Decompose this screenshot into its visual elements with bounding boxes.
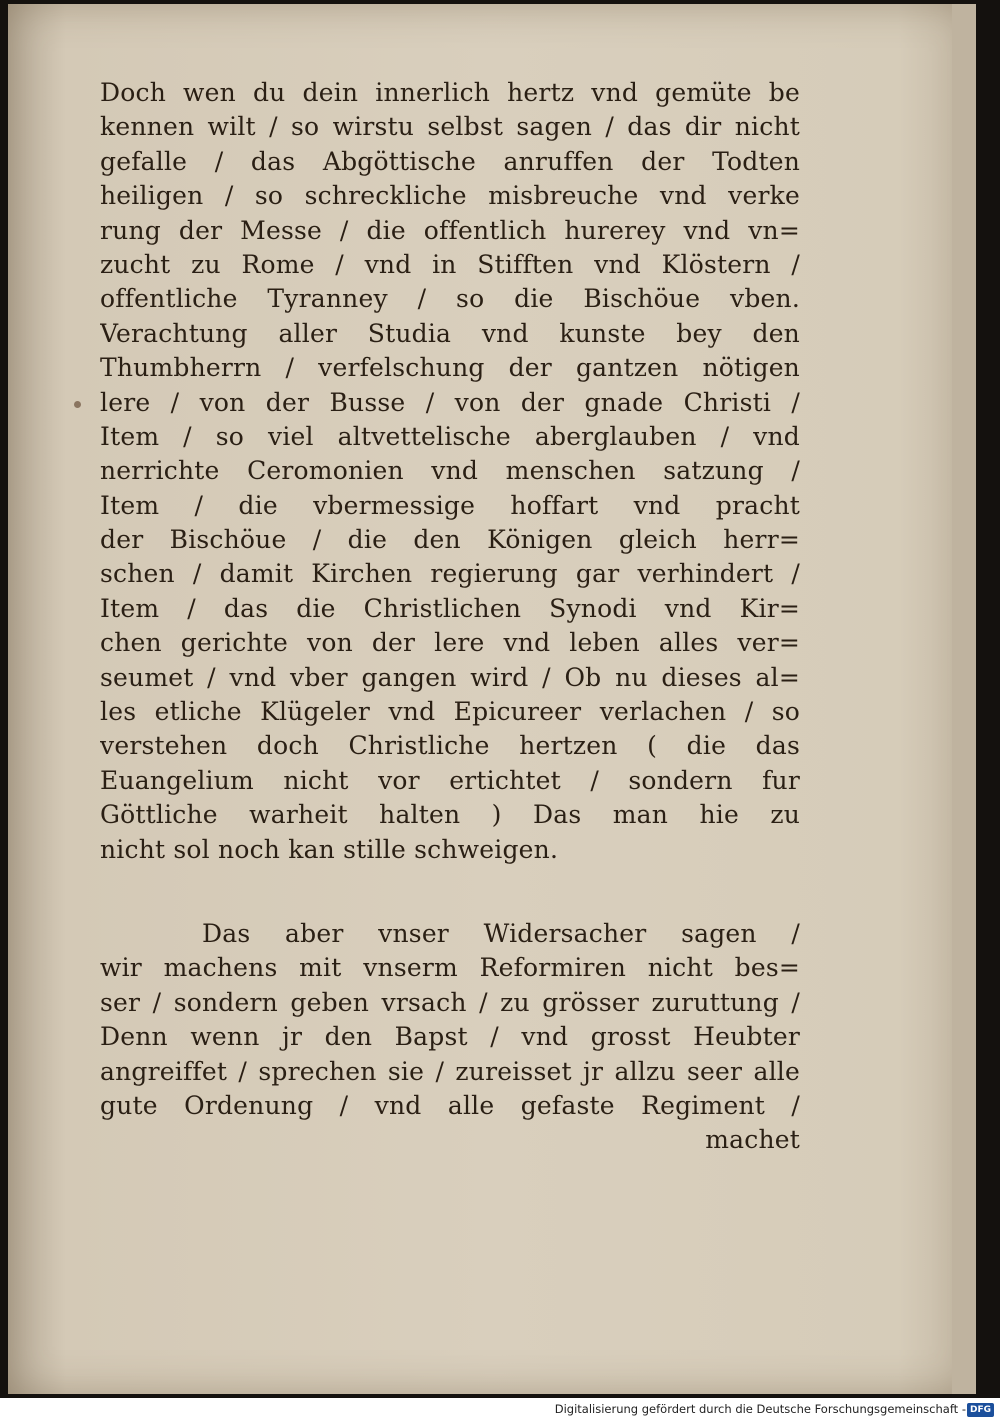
text-line: Item / so viel altvettelische aberglauben / vnd [100,421,800,451]
text-line: lere / von der Busse / von der gnade Christi / [100,387,800,417]
paragraph-gap [100,867,800,917]
text-line: Item / das die Christlichen Synodi vnd Kir= [100,593,800,623]
text-line: offentliche Tyranney / so die Bischöue vben. [100,284,800,314]
text-line: nerrichte Ceromonien vnd menschen satzung / [100,456,800,486]
text-line: seumet / vnd vber gangen wird / Ob nu dieses al= [100,662,800,692]
text-line: schen / damit Kirchen regierung gar verhindert / [100,559,800,589]
book-page [8,4,976,1394]
catchword: machet [705,1125,800,1155]
text-line: Item / die vbermessige hoffart vnd pracht [100,490,800,520]
paragraph-2 [100,917,800,1123]
text-line: gefalle / das Abgöttische anruffen der Todten [100,146,800,176]
text-line: heiligen / so schreckliche misbreuche vnd verke [100,181,800,211]
funding-notice: Digitalisierung gefördert durch die Deutsche Forschungsgemeinschaft - [554,1402,966,1416]
text-line: les etliche Klügeler vnd Epicureer verlachen / so [100,697,800,727]
text-line: Das aber vnser Widersacher sagen / [202,918,800,948]
text-line: wir machens mit vnserm Reformiren nicht bes= [100,953,800,983]
footer-bar [0,1398,1000,1421]
text-line: gute Ordenung / vnd alle gefaste Regiment / [100,1090,800,1120]
text-line: ser / sondern geben vrsach / zu grösser zuruttung / [100,987,800,1017]
text-line: chen gerichte von der lere vnd leben alles ver= [100,628,800,658]
text-line: kennen wilt / so wirstu selbst sagen / das dir nicht [100,112,800,142]
text-line: angreiffet / sprechen sie / zureisset jr allzu seer alle [100,1056,800,1086]
text-line: verstehen doch Christliche hertzen ( die das [100,731,800,761]
text-line: Denn wenn jr den Bapst / vnd grosst Heubter [100,1022,800,1052]
text-line: Verachtung aller Studia vnd kunste bey den [100,318,800,348]
text-line: zucht zu Rome / vnd in Stifften vnd Klöstern / [100,249,800,279]
text-line: nicht sol noch kan stille schweigen. [100,834,559,864]
text-line: Doch wen du dein innerlich hertz vnd gemüte be [100,78,800,107]
text-line: rung der Messe / die offentlich hurerey vnd vn= [100,215,800,245]
dfg-logo: DFG [967,1403,994,1417]
paragraph-1 [100,76,800,867]
margin-mark [74,401,81,408]
page-edge [952,4,976,1394]
text-line: Euangelium nicht vor ertichtet / sondern fur [100,765,800,795]
page-text [100,76,800,1158]
text-line: Göttliche warheit halten ) Das man hie zu [100,800,800,830]
text-line: der Bischöue / die den Königen gleich herr= [100,525,800,555]
text-line: Thumbherrn / verfelschung der gantzen nötigen [100,353,800,383]
